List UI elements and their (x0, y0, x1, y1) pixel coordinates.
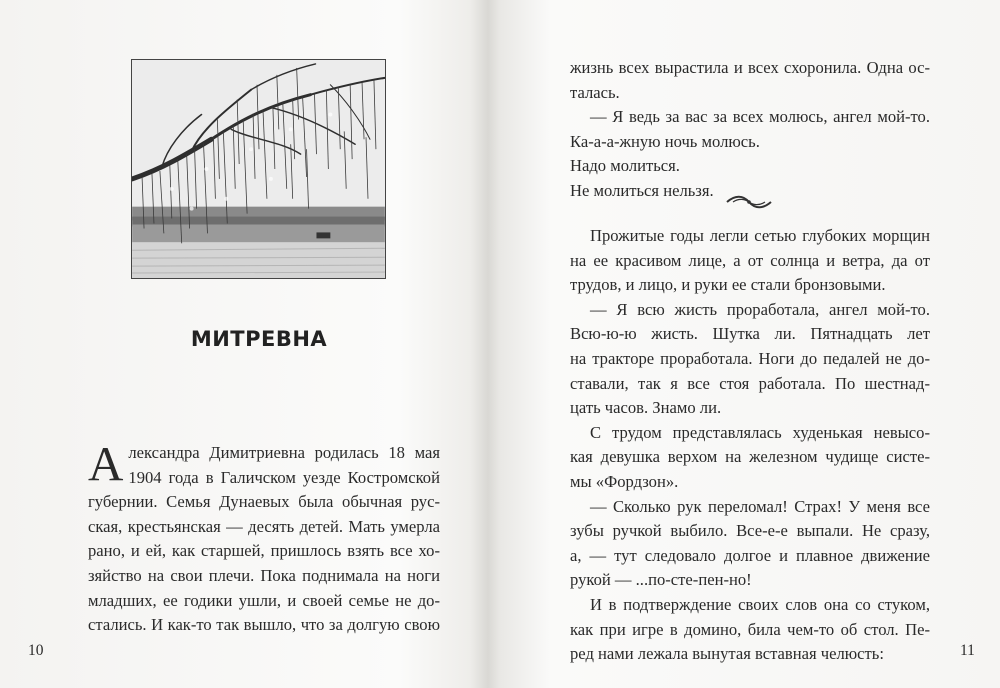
text-line: Прожитые годы легли сетью глубоких морщин (590, 226, 930, 245)
text-line: 1904 года в Галичском уезде Костромской (128, 467, 440, 487)
text-line: Надо молиться. (570, 156, 680, 176)
text-line: И в подтверждение своих слов она со стуком, (590, 594, 930, 614)
left-page-text (88, 436, 440, 638)
text-line: — Я ведь за вас за всех молюсь, ангел мой-то. (590, 107, 930, 127)
text-line: цать часов. Знамо ли. (570, 398, 722, 418)
text-line: стались. И как-то так вышло, что за долгую свою (88, 615, 440, 635)
page-number-left: 10 (28, 642, 44, 659)
right-page-text-section-2 (570, 224, 930, 667)
text-line: жизнь всех вырастила и всех схоронила. Одна ос- (570, 58, 930, 77)
text-line: а, — тут следовало долгое и плавное движение (570, 545, 930, 565)
chapter-title: МИТРЕВНА (190, 327, 328, 351)
text-line: — Я всю жисть проработала, ангел мой-то. (590, 299, 930, 319)
text-line: — Сколько рук переломал! Страх! У меня все (590, 496, 930, 516)
text-line: Не молиться нельзя. (570, 180, 714, 200)
text-line: рано, и ей, как старшей, пришлось взять все хо- (88, 541, 440, 561)
text-line: рукой — ...по-сте-пен-но! (570, 570, 752, 590)
text-line: ставали, так я все стоя работала. По шестнад- (570, 373, 930, 393)
text-line: ская, крестьянская — десять детей. Мать умерла (88, 516, 440, 536)
illustration-engraving (132, 60, 385, 278)
text-line: на ее красивом лице, а от солнца и ветра, да от (570, 250, 930, 270)
text-line: Всю-ю-ю жисть. Шутка ли. Пятнадцать лет (570, 324, 930, 344)
right-page (500, 0, 1000, 688)
text-line: талась. (570, 82, 620, 102)
text-line: мы «Фордзон». (570, 471, 679, 491)
text-line: кая девушка верхом на железном чудище систе- (570, 447, 930, 467)
right-page-text-section-1 (570, 56, 930, 204)
section-divider-ornament-icon (725, 193, 773, 211)
text-line: С трудом представлялась худенькая невысо- (590, 422, 930, 442)
text-line: Ка-а-а-жную ночь молюсь. (570, 131, 760, 151)
text-line: младших, ее годики ушли, и своей семье не до- (88, 590, 440, 610)
text-line: губернии. Семья Дунаевых была обычная рус- (88, 492, 440, 512)
text-line: трудов, и лицо, и руки ее стали бронзовыми. (570, 275, 886, 295)
page-number-right: 11 (960, 642, 975, 659)
winter-birch-illustration (131, 59, 386, 279)
text-line: лександра Димитриевна родилась 18 мая (128, 443, 440, 462)
text-line: зяйство на свои плечи. Пока поднимала на ноги (88, 565, 440, 585)
text-line: ред нами лежала вынутая вставная челюсть: (570, 644, 884, 664)
text-line: на тракторе проработала. Ноги до педалей не до- (570, 348, 930, 368)
drop-cap: А (88, 436, 124, 491)
text-line: как при игре в домино, била чем-то об стол. Пе- (570, 619, 930, 639)
text-line: зубы ручкой выбило. Все-е-е выпали. Не сразу, (570, 521, 930, 541)
left-page (0, 0, 490, 688)
